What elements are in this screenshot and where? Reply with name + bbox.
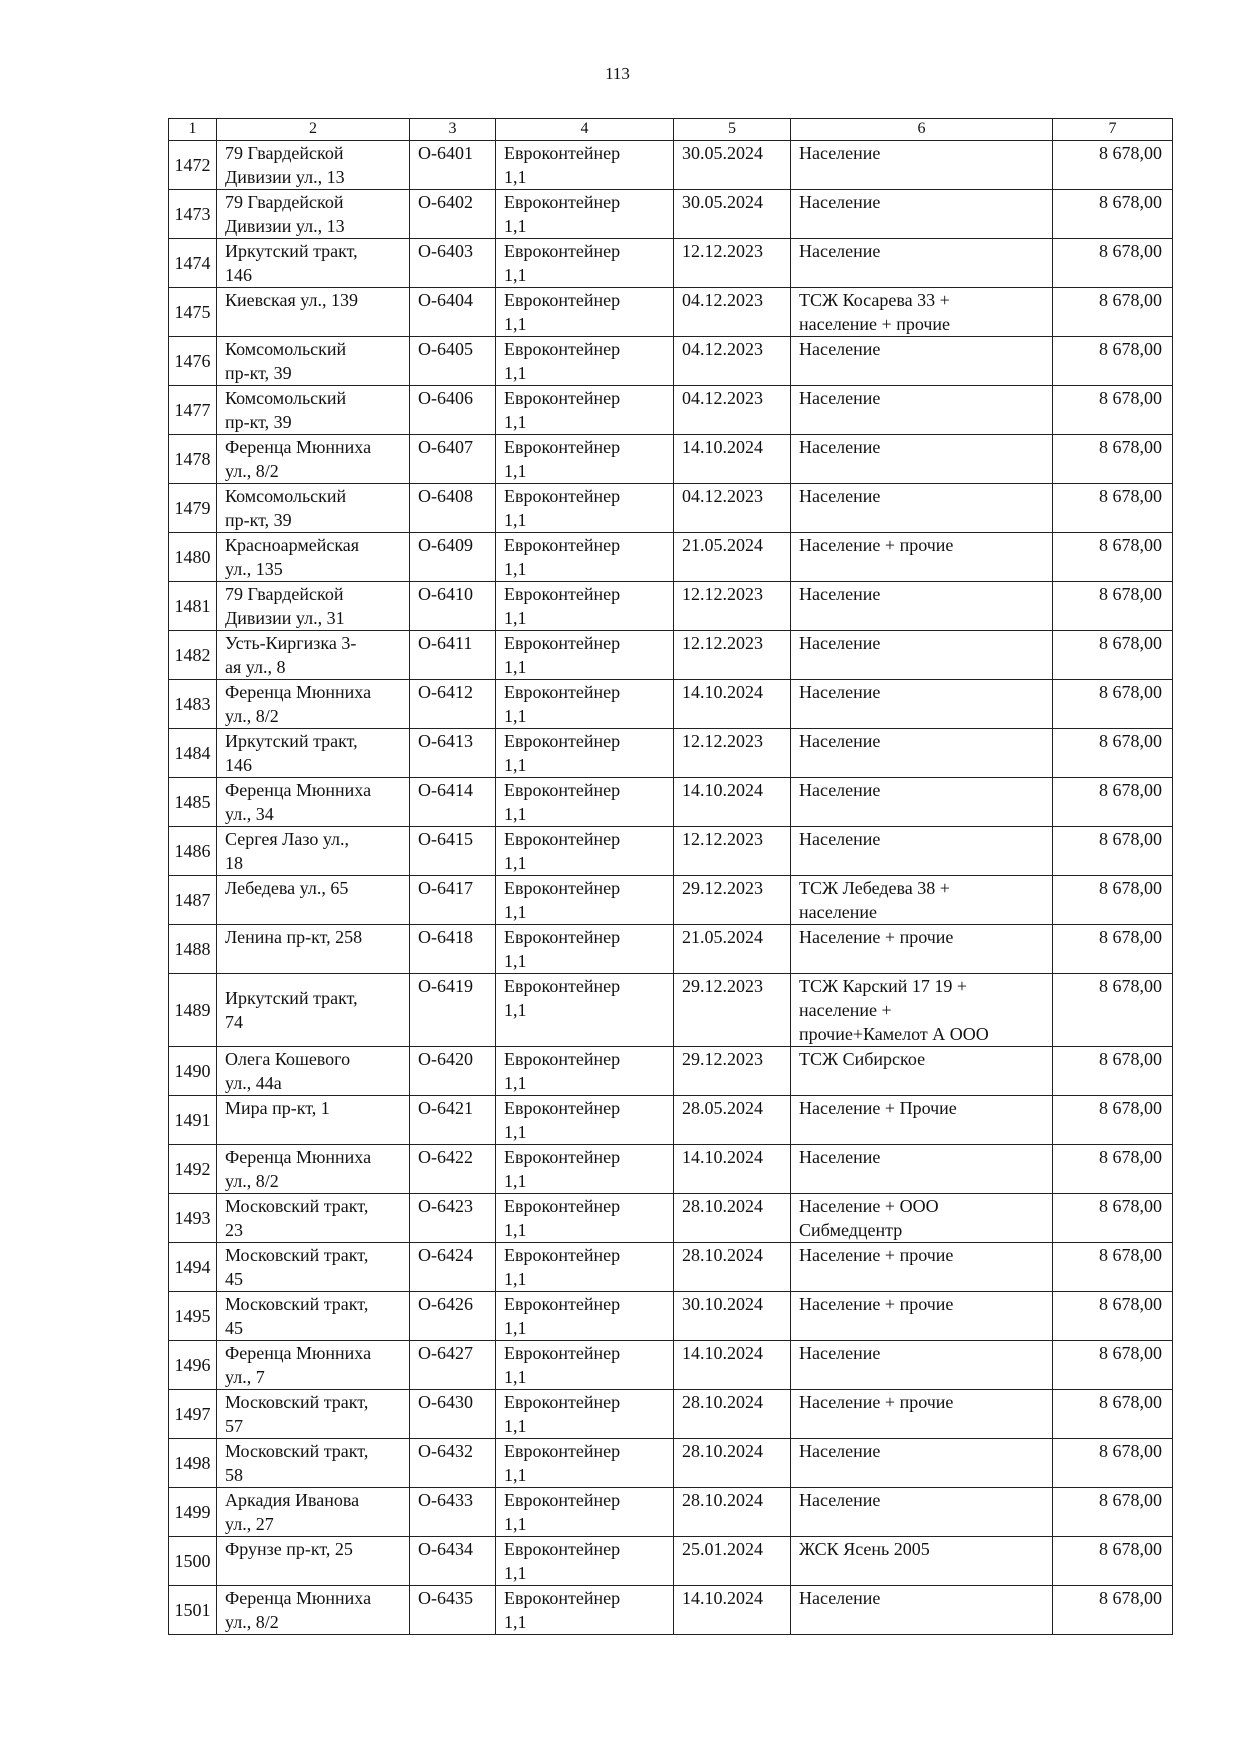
container-type-cell: Евроконтейнер 1,1: [496, 631, 674, 680]
object-code-cell: О-6411: [410, 631, 496, 680]
address-cell: Мира пр-кт, 1: [217, 1096, 410, 1145]
owner-cell: Население + прочие: [791, 533, 1053, 582]
row-number: 1487: [169, 876, 217, 925]
row-number: 1493: [169, 1194, 217, 1243]
row-number: 1475: [169, 288, 217, 337]
container-type-cell: Евроконтейнер 1,1: [496, 288, 674, 337]
table-row: [169, 386, 1173, 435]
table-row: [169, 1096, 1173, 1145]
amount-cell: 8 678,00: [1053, 239, 1173, 288]
container-type-cell: Евроконтейнер 1,1: [496, 435, 674, 484]
container-type-cell: Евроконтейнер 1,1: [496, 876, 674, 925]
object-code-cell: О-6406: [410, 386, 496, 435]
amount-cell: 8 678,00: [1053, 1390, 1173, 1439]
row-number: 1472: [169, 141, 217, 190]
object-code-cell: О-6419: [410, 974, 496, 1047]
container-type-cell: Евроконтейнер 1,1: [496, 190, 674, 239]
date-cell: 12.12.2023: [674, 827, 791, 876]
row-number: 1501: [169, 1586, 217, 1635]
amount-cell: 8 678,00: [1053, 533, 1173, 582]
address-cell: 79 Гвардейской Дивизии ул., 13: [217, 190, 410, 239]
container-type-cell: Евроконтейнер 1,1: [496, 582, 674, 631]
date-cell: 12.12.2023: [674, 582, 791, 631]
row-number: 1490: [169, 1047, 217, 1096]
container-type-cell: Евроконтейнер 1,1: [496, 1537, 674, 1586]
container-type-cell: Евроконтейнер 1,1: [496, 337, 674, 386]
container-type-cell: Евроконтейнер 1,1: [496, 1243, 674, 1292]
owner-cell: ТСЖ Косарева 33 + население + прочие: [791, 288, 1053, 337]
col-header: 1: [169, 119, 217, 141]
date-cell: 04.12.2023: [674, 484, 791, 533]
object-code-cell: О-6418: [410, 925, 496, 974]
row-number: 1479: [169, 484, 217, 533]
amount-cell: 8 678,00: [1053, 1537, 1173, 1586]
amount-cell: 8 678,00: [1053, 729, 1173, 778]
col-header: 4: [496, 119, 674, 141]
amount-cell: 8 678,00: [1053, 974, 1173, 1047]
table-row: [169, 1194, 1173, 1243]
address-cell: Усть-Киргизка 3- ая ул., 8: [217, 631, 410, 680]
owner-cell: Население + Прочие: [791, 1096, 1053, 1145]
owner-cell: Население: [791, 827, 1053, 876]
amount-cell: 8 678,00: [1053, 435, 1173, 484]
object-code-cell: О-6402: [410, 190, 496, 239]
table-row: [169, 435, 1173, 484]
address-cell: Комсомольский пр-кт, 39: [217, 484, 410, 533]
owner-cell: ЖСК Ясень 2005: [791, 1537, 1053, 1586]
address-cell: Комсомольский пр-кт, 39: [217, 337, 410, 386]
container-type-cell: Евроконтейнер 1,1: [496, 827, 674, 876]
object-code-cell: О-6427: [410, 1341, 496, 1390]
object-code-cell: О-6433: [410, 1488, 496, 1537]
object-code-cell: О-6413: [410, 729, 496, 778]
address-cell: Московский тракт, 45: [217, 1292, 410, 1341]
owner-cell: Население: [791, 435, 1053, 484]
table-row: [169, 239, 1173, 288]
object-code-cell: О-6412: [410, 680, 496, 729]
object-code-cell: О-6410: [410, 582, 496, 631]
row-number: 1485: [169, 778, 217, 827]
row-number: 1486: [169, 827, 217, 876]
container-type-cell: Евроконтейнер 1,1: [496, 1390, 674, 1439]
address-cell: Московский тракт, 23: [217, 1194, 410, 1243]
object-code-cell: О-6430: [410, 1390, 496, 1439]
owner-cell: Население: [791, 141, 1053, 190]
table-row: [169, 1243, 1173, 1292]
table-row: [169, 974, 1173, 1047]
address-cell: Ференца Мюнниха ул., 7: [217, 1341, 410, 1390]
address-cell: 79 Гвардейской Дивизии ул., 31: [217, 582, 410, 631]
row-number: 1500: [169, 1537, 217, 1586]
row-number: 1497: [169, 1390, 217, 1439]
table-row: [169, 1145, 1173, 1194]
object-code-cell: О-6424: [410, 1243, 496, 1292]
table-row: [169, 1488, 1173, 1537]
container-type-cell: Евроконтейнер 1,1: [496, 778, 674, 827]
container-type-cell: Евроконтейнер 1,1: [496, 1341, 674, 1390]
amount-cell: 8 678,00: [1053, 288, 1173, 337]
table-row: [169, 680, 1173, 729]
container-type-cell: Евроконтейнер 1,1: [496, 925, 674, 974]
date-cell: 28.10.2024: [674, 1390, 791, 1439]
table-row: [169, 729, 1173, 778]
date-cell: 14.10.2024: [674, 435, 791, 484]
amount-cell: 8 678,00: [1053, 484, 1173, 533]
table-row: [169, 1341, 1173, 1390]
object-code-cell: О-6403: [410, 239, 496, 288]
date-cell: 28.10.2024: [674, 1194, 791, 1243]
address-cell: Красноармейская ул., 135: [217, 533, 410, 582]
object-code-cell: О-6435: [410, 1586, 496, 1635]
row-number: 1481: [169, 582, 217, 631]
date-cell: 14.10.2024: [674, 778, 791, 827]
address-cell: Московский тракт, 45: [217, 1243, 410, 1292]
date-cell: 30.05.2024: [674, 141, 791, 190]
amount-cell: 8 678,00: [1053, 1488, 1173, 1537]
object-code-cell: О-6434: [410, 1537, 496, 1586]
row-number: 1488: [169, 925, 217, 974]
amount-cell: 8 678,00: [1053, 1096, 1173, 1145]
date-cell: 28.10.2024: [674, 1488, 791, 1537]
owner-cell: Население + прочие: [791, 925, 1053, 974]
owner-cell: Население: [791, 680, 1053, 729]
owner-cell: Население: [791, 582, 1053, 631]
row-number: 1489: [169, 974, 217, 1047]
amount-cell: 8 678,00: [1053, 582, 1173, 631]
register-table: [168, 118, 1173, 1635]
address-cell: Иркутский тракт, 146: [217, 239, 410, 288]
row-number: 1482: [169, 631, 217, 680]
col-header: 6: [791, 119, 1053, 141]
address-cell: Ференца Мюнниха ул., 34: [217, 778, 410, 827]
owner-cell: Население + прочие: [791, 1243, 1053, 1292]
container-type-cell: Евроконтейнер 1,1: [496, 680, 674, 729]
owner-cell: Население: [791, 1439, 1053, 1488]
date-cell: 14.10.2024: [674, 1341, 791, 1390]
col-header: 3: [410, 119, 496, 141]
address-cell: Сергея Лазо ул., 18: [217, 827, 410, 876]
row-number: 1484: [169, 729, 217, 778]
amount-cell: 8 678,00: [1053, 1145, 1173, 1194]
container-type-cell: Евроконтейнер 1,1: [496, 386, 674, 435]
date-cell: 30.10.2024: [674, 1292, 791, 1341]
date-cell: 29.12.2023: [674, 1047, 791, 1096]
table-row: [169, 1390, 1173, 1439]
amount-cell: 8 678,00: [1053, 680, 1173, 729]
container-type-cell: Евроконтейнер 1,1: [496, 1047, 674, 1096]
col-header: 5: [674, 119, 791, 141]
owner-cell: Население: [791, 1341, 1053, 1390]
amount-cell: 8 678,00: [1053, 190, 1173, 239]
object-code-cell: О-6421: [410, 1096, 496, 1145]
row-number: 1480: [169, 533, 217, 582]
address-cell: Комсомольский пр-кт, 39: [217, 386, 410, 435]
table-row: [169, 141, 1173, 190]
address-cell: Иркутский тракт, 146: [217, 729, 410, 778]
amount-cell: 8 678,00: [1053, 1586, 1173, 1635]
date-cell: 28.05.2024: [674, 1096, 791, 1145]
address-cell: Ференца Мюнниха ул., 8/2: [217, 1145, 410, 1194]
address-cell: Фрунзе пр-кт, 25: [217, 1537, 410, 1586]
object-code-cell: О-6401: [410, 141, 496, 190]
container-type-cell: Евроконтейнер 1,1: [496, 239, 674, 288]
date-cell: 04.12.2023: [674, 386, 791, 435]
table-row: [169, 582, 1173, 631]
container-type-cell: Евроконтейнер 1,1: [496, 141, 674, 190]
owner-cell: Население: [791, 1488, 1053, 1537]
container-type-cell: Евроконтейнер 1,1: [496, 974, 674, 1047]
address-cell: Московский тракт, 57: [217, 1390, 410, 1439]
owner-cell: Население: [791, 1586, 1053, 1635]
date-cell: 12.12.2023: [674, 631, 791, 680]
row-number: 1494: [169, 1243, 217, 1292]
table-row: [169, 1586, 1173, 1635]
container-type-cell: Евроконтейнер 1,1: [496, 1292, 674, 1341]
date-cell: 29.12.2023: [674, 876, 791, 925]
address-cell: Киевская ул., 139: [217, 288, 410, 337]
table-row: [169, 1439, 1173, 1488]
table-row: [169, 876, 1173, 925]
date-cell: 12.12.2023: [674, 729, 791, 778]
object-code-cell: О-6420: [410, 1047, 496, 1096]
object-code-cell: О-6426: [410, 1292, 496, 1341]
owner-cell: Население + прочие: [791, 1390, 1053, 1439]
object-code-cell: О-6415: [410, 827, 496, 876]
table-row: [169, 288, 1173, 337]
object-code-cell: О-6422: [410, 1145, 496, 1194]
header-row: [169, 119, 1173, 141]
owner-cell: Население: [791, 239, 1053, 288]
table-row: [169, 484, 1173, 533]
object-code-cell: О-6432: [410, 1439, 496, 1488]
amount-cell: 8 678,00: [1053, 386, 1173, 435]
owner-cell: Население + прочие: [791, 1292, 1053, 1341]
row-number: 1492: [169, 1145, 217, 1194]
table-row: [169, 1537, 1173, 1586]
date-cell: 14.10.2024: [674, 680, 791, 729]
container-type-cell: Евроконтейнер 1,1: [496, 484, 674, 533]
object-code-cell: О-6414: [410, 778, 496, 827]
date-cell: 30.05.2024: [674, 190, 791, 239]
owner-cell: ТСЖ Лебедева 38 + население: [791, 876, 1053, 925]
col-header: 2: [217, 119, 410, 141]
amount-cell: 8 678,00: [1053, 1341, 1173, 1390]
container-type-cell: Евроконтейнер 1,1: [496, 729, 674, 778]
address-cell: Ференца Мюнниха ул., 8/2: [217, 1586, 410, 1635]
owner-cell: Население: [791, 337, 1053, 386]
date-cell: 14.10.2024: [674, 1145, 791, 1194]
address-cell: 79 Гвардейской Дивизии ул., 13: [217, 141, 410, 190]
owner-cell: ТСЖ Сибирское: [791, 1047, 1053, 1096]
table-row: [169, 1047, 1173, 1096]
container-type-cell: Евроконтейнер 1,1: [496, 1586, 674, 1635]
amount-cell: 8 678,00: [1053, 631, 1173, 680]
amount-cell: 8 678,00: [1053, 1047, 1173, 1096]
table-row: [169, 827, 1173, 876]
table-row: [169, 337, 1173, 386]
table-row: [169, 631, 1173, 680]
date-cell: 25.01.2024: [674, 1537, 791, 1586]
owner-cell: Население: [791, 778, 1053, 827]
row-number: 1473: [169, 190, 217, 239]
owner-cell: Население: [791, 729, 1053, 778]
row-number: 1474: [169, 239, 217, 288]
object-code-cell: О-6404: [410, 288, 496, 337]
amount-cell: 8 678,00: [1053, 827, 1173, 876]
owner-cell: Население: [791, 190, 1053, 239]
amount-cell: 8 678,00: [1053, 778, 1173, 827]
container-type-cell: Евроконтейнер 1,1: [496, 1145, 674, 1194]
col-header: 7: [1053, 119, 1173, 141]
row-number: 1496: [169, 1341, 217, 1390]
owner-cell: Население + ООО Сибмедцентр: [791, 1194, 1053, 1243]
container-type-cell: Евроконтейнер 1,1: [496, 1096, 674, 1145]
amount-cell: 8 678,00: [1053, 1243, 1173, 1292]
date-cell: 04.12.2023: [674, 288, 791, 337]
address-cell: Лебедева ул., 65: [217, 876, 410, 925]
address-cell: Ференца Мюнниха ул., 8/2: [217, 680, 410, 729]
table-row: [169, 190, 1173, 239]
address-cell: Ференца Мюнниха ул., 8/2: [217, 435, 410, 484]
date-cell: 14.10.2024: [674, 1586, 791, 1635]
table-row: [169, 1292, 1173, 1341]
owner-cell: Население: [791, 631, 1053, 680]
date-cell: 28.10.2024: [674, 1243, 791, 1292]
date-cell: 04.12.2023: [674, 337, 791, 386]
owner-cell: Население: [791, 1145, 1053, 1194]
table-row: [169, 778, 1173, 827]
address-cell: Олега Кошевого ул., 44а: [217, 1047, 410, 1096]
row-number: 1498: [169, 1439, 217, 1488]
owner-cell: Население: [791, 386, 1053, 435]
row-number: 1491: [169, 1096, 217, 1145]
owner-cell: ТСЖ Карский 17 19 + население + прочие+Камелот А ООО: [791, 974, 1053, 1047]
object-code-cell: О-6408: [410, 484, 496, 533]
date-cell: 21.05.2024: [674, 533, 791, 582]
amount-cell: 8 678,00: [1053, 337, 1173, 386]
object-code-cell: О-6407: [410, 435, 496, 484]
address-cell: Московский тракт, 58: [217, 1439, 410, 1488]
table-row: [169, 533, 1173, 582]
owner-cell: Население: [791, 484, 1053, 533]
amount-cell: 8 678,00: [1053, 141, 1173, 190]
address-cell: Иркутский тракт, 74: [217, 974, 410, 1047]
table-row: [169, 925, 1173, 974]
row-number: 1478: [169, 435, 217, 484]
row-number: 1477: [169, 386, 217, 435]
amount-cell: 8 678,00: [1053, 1439, 1173, 1488]
row-number: 1495: [169, 1292, 217, 1341]
date-cell: 21.05.2024: [674, 925, 791, 974]
row-number: 1476: [169, 337, 217, 386]
object-code-cell: О-6423: [410, 1194, 496, 1243]
amount-cell: 8 678,00: [1053, 876, 1173, 925]
amount-cell: 8 678,00: [1053, 1194, 1173, 1243]
container-type-cell: Евроконтейнер 1,1: [496, 1439, 674, 1488]
row-number: 1499: [169, 1488, 217, 1537]
address-cell: Ленина пр-кт, 258: [217, 925, 410, 974]
row-number: 1483: [169, 680, 217, 729]
page-number: 113: [605, 64, 630, 83]
container-type-cell: Евроконтейнер 1,1: [496, 533, 674, 582]
amount-cell: 8 678,00: [1053, 1292, 1173, 1341]
container-type-cell: Евроконтейнер 1,1: [496, 1488, 674, 1537]
date-cell: 12.12.2023: [674, 239, 791, 288]
object-code-cell: О-6409: [410, 533, 496, 582]
container-type-cell: Евроконтейнер 1,1: [496, 1194, 674, 1243]
object-code-cell: О-6405: [410, 337, 496, 386]
date-cell: 28.10.2024: [674, 1439, 791, 1488]
address-cell: Аркадия Иванова ул., 27: [217, 1488, 410, 1537]
date-cell: 29.12.2023: [674, 974, 791, 1047]
amount-cell: 8 678,00: [1053, 925, 1173, 974]
object-code-cell: О-6417: [410, 876, 496, 925]
